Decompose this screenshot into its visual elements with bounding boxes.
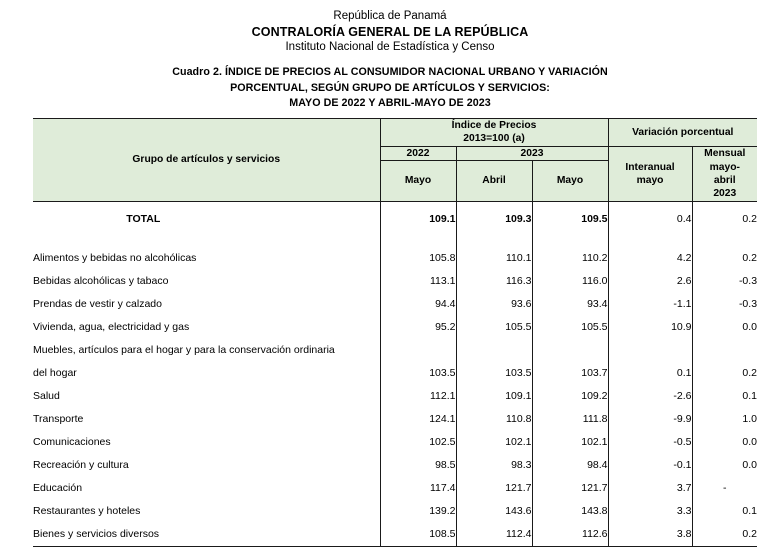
cell-interanual-mayo: -9.9 <box>608 408 692 431</box>
cell-label: Recreación y cultura <box>33 459 129 472</box>
cell-mayo-2023: 111.8 <box>532 408 608 431</box>
cell-abril-2023: 110.8 <box>456 408 532 431</box>
table-row <box>33 270 757 293</box>
header-var-mensual-line-4: 2023 <box>713 188 737 200</box>
table-header <box>33 119 757 202</box>
cell-interanual-mayo: -2.6 <box>608 385 692 408</box>
cell-mayo-2022: 94.4 <box>380 293 456 316</box>
spacer-cell-mayo-2023 <box>532 236 608 247</box>
department-name: Instituto Nacional de Estadística y Censo <box>285 40 495 53</box>
header-year-2022: 2022 <box>380 146 456 160</box>
cell-mayo-2023: 109.2 <box>532 385 608 408</box>
cell-mensual-mayo-abril: 0.2 <box>692 523 757 547</box>
cell-label: Salud <box>33 390 60 403</box>
cell-mayo-2022: 112.1 <box>380 385 456 408</box>
cell-mayo-2023: 121.7 <box>532 477 608 500</box>
table-row <box>33 431 757 454</box>
header-var-interanual <box>608 146 692 201</box>
cell-mayo-2023: 116.0 <box>532 270 608 293</box>
cell-mensual-mayo-abril: -0.3 <box>692 270 757 293</box>
table-title-line-2: PORCENTUAL, SEGÚN GRUPO DE ARTÍCULOS Y SERVICIOS: <box>230 81 550 94</box>
spacer-cell-abril-2023 <box>456 236 532 247</box>
table-row <box>33 247 757 270</box>
cpi-table-container <box>33 118 757 547</box>
cell-mayo-2022: 113.1 <box>380 270 456 293</box>
spacer-cell-mensual-mayo-abril <box>692 236 757 247</box>
cell-interanual-mayo: 4.2 <box>608 247 692 270</box>
cell-mayo-2022: 124.1 <box>380 408 456 431</box>
cell-mayo-2022: 117.4 <box>380 477 456 500</box>
cell-mensual-mayo-abril: 0.2 <box>692 247 757 270</box>
cell-label: Bienes y servicios diversos <box>33 523 380 547</box>
cell-label: Comunicaciones <box>33 436 111 449</box>
header-month-mayo-2023: Mayo <box>532 161 608 202</box>
cell-label: Restaurantes y hoteles <box>33 505 141 518</box>
header-year-2023: 2023 <box>456 146 608 160</box>
cell-interanual-mayo: -0.5 <box>608 431 692 454</box>
cell-label: Bebidas alcohólicas y tabaco <box>33 275 169 288</box>
cell-abril-2023: 143.6 <box>456 500 532 523</box>
cell-label: Muebles, artículos para el hogar y para la conservación ordinaria <box>33 344 335 357</box>
cell-mayo-2023: 103.7 <box>532 362 608 385</box>
cell-abril-2023-total: 109.3 <box>456 202 532 237</box>
header-index-group-line-1: Índice de Precios <box>451 120 537 131</box>
cell-label: Alimentos y bebidas no alcohólicas <box>33 252 197 265</box>
header-var-mensual-line-1: Mensual <box>704 148 746 160</box>
spacer-cell-interanual-mayo <box>608 236 692 247</box>
header-index-group <box>380 119 608 147</box>
cell-mensual-mayo-abril: 0.1 <box>692 385 757 408</box>
cell-mensual-mayo-abril-empty <box>692 339 757 362</box>
spacer-cell-mayo-2022 <box>380 236 456 247</box>
cell-interanual-mayo: 3.8 <box>608 523 692 547</box>
cell-interanual-mayo: 3.3 <box>608 500 692 523</box>
cell-abril-2023: 102.1 <box>456 431 532 454</box>
cell-mayo-2022: 108.5 <box>380 523 456 547</box>
table-row <box>33 316 757 339</box>
cell-mensual-mayo-abril: -0.3 <box>692 293 757 316</box>
cell-mayo-2022: 98.5 <box>380 454 456 477</box>
cell-abril-2023: 121.7 <box>456 477 532 500</box>
cell-abril-2023-empty <box>456 339 532 362</box>
cell-interanual-mayo: -1.1 <box>608 293 692 316</box>
cell-abril-2023: 103.5 <box>456 362 532 385</box>
cell-mensual-mayo-abril: 0.0 <box>692 316 757 339</box>
table-row <box>33 339 757 362</box>
header-month-abril-2023: Abril <box>456 161 532 202</box>
table-title-line-3: MAYO DE 2022 Y ABRIL-MAYO DE 2023 <box>289 96 491 109</box>
header-var-mensual-line-3: abril <box>713 174 736 186</box>
cell-interanual-mayo-total: 0.4 <box>608 202 692 237</box>
cell-mayo-2023: 112.6 <box>532 523 608 547</box>
cell-interanual-mayo: 10.9 <box>608 316 692 339</box>
cell-mayo-2022: 95.2 <box>380 316 456 339</box>
cell-mensual-mayo-abril-total: 0.2 <box>692 202 757 237</box>
table-title <box>0 65 780 111</box>
table-row-total <box>33 202 757 237</box>
cell-label-continued: del hogar <box>33 367 77 380</box>
cell-abril-2023: 98.3 <box>456 454 532 477</box>
cell-mensual-mayo-abril: - <box>692 477 757 500</box>
cell-interanual-mayo: 0.1 <box>608 362 692 385</box>
header-index-group-line-2: 2013=100 (a) <box>463 133 525 145</box>
cell-mayo-2023: 93.4 <box>532 293 608 316</box>
header-row-groups <box>33 119 757 147</box>
cell-interanual-mayo: 2.6 <box>608 270 692 293</box>
header-var-interanual-line-2: mayo <box>636 174 664 186</box>
table-body <box>33 202 757 547</box>
cell-mayo-2022: 102.5 <box>380 431 456 454</box>
cell-abril-2023: 93.6 <box>456 293 532 316</box>
header-var-mensual <box>692 146 757 201</box>
cell-mensual-mayo-abril: 0.0 <box>692 454 757 477</box>
cell-mayo-2022: 139.2 <box>380 500 456 523</box>
cell-label: Educación <box>33 482 83 495</box>
cell-mayo-2022-empty <box>380 339 456 362</box>
cell-label-total: TOTAL <box>126 212 161 225</box>
cell-abril-2023: 112.4 <box>456 523 532 547</box>
cell-mayo-2023: 105.5 <box>532 316 608 339</box>
table-row-continued <box>33 362 757 385</box>
table-row <box>33 454 757 477</box>
spacer-cell-label <box>33 236 380 247</box>
cpi-table <box>33 118 757 547</box>
cell-mayo-2023: 143.8 <box>532 500 608 523</box>
country-name: República de Panamá <box>333 10 447 22</box>
cell-mayo-2022: 105.8 <box>380 247 456 270</box>
table-row <box>33 293 757 316</box>
header-variation-group: Variación porcentual <box>608 119 757 147</box>
table-row <box>33 500 757 523</box>
cell-mayo-2022-total: 109.1 <box>380 202 456 237</box>
cell-interanual-mayo: -0.1 <box>608 454 692 477</box>
cell-abril-2023: 110.1 <box>456 247 532 270</box>
header-var-interanual-line-1: Interanual <box>625 161 675 173</box>
institution-name: CONTRALORÍA GENERAL DE LA REPÚBLICA <box>251 24 529 39</box>
cell-mayo-2023: 98.4 <box>532 454 608 477</box>
cell-label: Transporte <box>33 413 84 426</box>
cell-mayo-2023-empty <box>532 339 608 362</box>
table-row <box>33 408 757 431</box>
cell-mayo-2023: 102.1 <box>532 431 608 454</box>
header-stub: Grupo de artículos y servicios <box>33 119 380 202</box>
cell-interanual-mayo: 3.7 <box>608 477 692 500</box>
cell-label: Vivienda, agua, electricidad y gas <box>33 321 190 334</box>
table-row <box>33 523 757 547</box>
cell-interanual-mayo-empty <box>608 339 692 362</box>
cell-abril-2023: 116.3 <box>456 270 532 293</box>
cell-mensual-mayo-abril: 0.2 <box>692 362 757 385</box>
header-var-mensual-line-2: mayo- <box>709 161 740 173</box>
cell-mensual-mayo-abril: 0.0 <box>692 431 757 454</box>
cell-mayo-2023: 110.2 <box>532 247 608 270</box>
cell-mayo-2023-total: 109.5 <box>532 202 608 237</box>
table-row <box>33 385 757 408</box>
cell-abril-2023: 105.5 <box>456 316 532 339</box>
cell-abril-2023: 109.1 <box>456 385 532 408</box>
table-row-spacer <box>33 236 757 247</box>
cell-mensual-mayo-abril: 1.0 <box>692 408 757 431</box>
cell-mayo-2022: 103.5 <box>380 362 456 385</box>
masthead <box>0 0 780 54</box>
cell-label: Prendas de vestir y calzado <box>33 298 162 311</box>
table-row <box>33 477 757 500</box>
table-title-line-1: Cuadro 2. ÍNDICE DE PRECIOS AL CONSUMIDOR NACIONAL URBANO Y VARIACIÓN <box>172 66 608 79</box>
header-month-mayo-2022: Mayo <box>380 161 456 202</box>
cell-mensual-mayo-abril: 0.1 <box>692 500 757 523</box>
